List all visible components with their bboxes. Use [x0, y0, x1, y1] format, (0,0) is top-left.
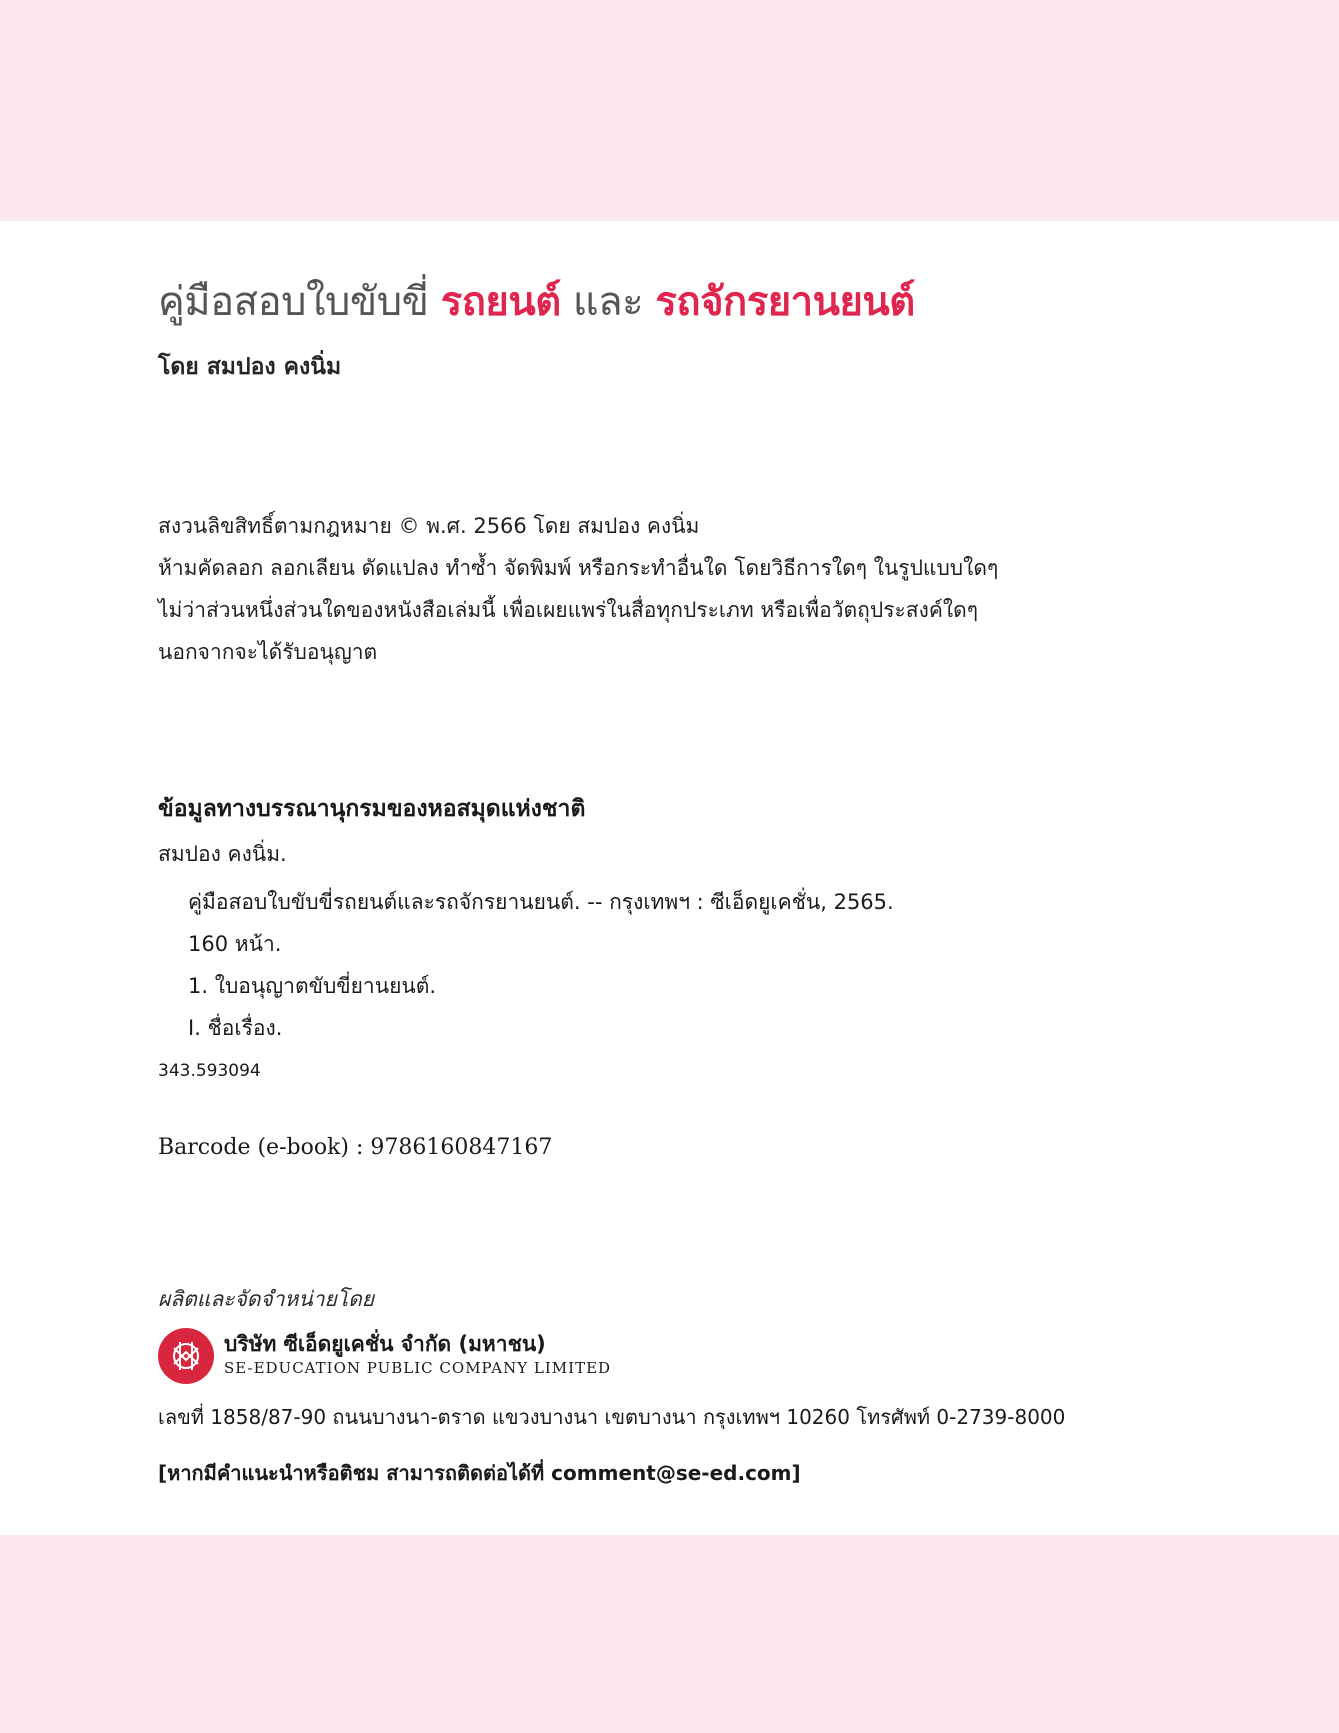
title-and: และ — [572, 279, 644, 325]
company-name-english: SE-EDUCATION PUBLIC COMPANY LIMITED — [224, 1359, 612, 1377]
author-line: โดย สมปอง คงนิ่ม — [158, 354, 342, 380]
top-pink-band — [0, 0, 1339, 221]
bottom-pink-band — [0, 1535, 1339, 1733]
title-car: รถยนต์ — [440, 279, 561, 325]
cip-line: I. ชื่อเรื่อง. — [188, 1016, 283, 1040]
cip-line: คู่มือสอบใบขับขี่รถยนต์และรถจักรยานยนต์. -- กรุงเทพฯ : ซีเอ็ดยูเคชั่น, 2565. — [188, 890, 894, 914]
title-motorcycle: รถจักรยานยนต์ — [655, 279, 915, 325]
contact-line: [หากมีคำแนะนำหรือติชม สามารถติดต่อได้ที่ comment@se-ed.com] — [158, 1461, 801, 1485]
cip-line: 160 หน้า. — [188, 932, 282, 956]
copyright-notice — [158, 505, 998, 673]
copyright-line: ไม่ว่าส่วนหนึ่งส่วนใดของหนังสือเล่มนี้ เพื่อเผยแพร่ในสื่อทุกประเภท หรือเพื่อวัตถุประสงค์ใดๆ — [158, 598, 979, 622]
publisher-address: เลขที่ 1858/87-90 ถนนบางนา-ตราด แขวงบางนา เขตบางนา กรุงเทพฯ 10260 โทรศัพท์ 0-2739-8000 — [158, 1405, 1066, 1429]
se-ed-logo-icon — [158, 1328, 214, 1384]
publisher-label: ผลิตและจัดจำหน่ายโดย — [158, 1287, 375, 1311]
barcode-line: Barcode (e-book) : 9786160847167 — [158, 1135, 553, 1160]
copyright-line: นอกจากจะได้รับอนุญาต — [158, 640, 378, 664]
cip-classification: 343.593094 — [158, 1061, 261, 1081]
cip-heading: ข้อมูลทางบรรณานุกรมของหอสมุดแห่งชาติ — [158, 795, 586, 822]
publisher-logo-row — [158, 1328, 758, 1388]
company-name-thai: บริษัท ซีเอ็ดยูเคชั่น จำกัด (มหาชน) — [224, 1332, 546, 1356]
cip-line: 1. ใบอนุญาตขับขี่ยานยนต์. — [188, 974, 437, 998]
copyright-line: ห้ามคัดลอก ลอกเลียน ดัดแปลง ทำซ้ำ จัดพิมพ์ หรือกระทำอื่นใด โดยวิธีการใดๆ ในรูปแบบใดๆ — [158, 556, 999, 580]
cip-entry — [188, 881, 894, 1049]
copyright-line: สงวนลิขสิทธิ์ตามกฎหมาย © พ.ศ. 2566 โดย สมปอง คงนิ่ม — [158, 514, 700, 538]
title-prefix: คู่มือสอบใบขับขี่ — [158, 279, 429, 325]
cip-author: สมปอง คงนิ่ม. — [158, 842, 287, 866]
book-title — [158, 269, 915, 333]
